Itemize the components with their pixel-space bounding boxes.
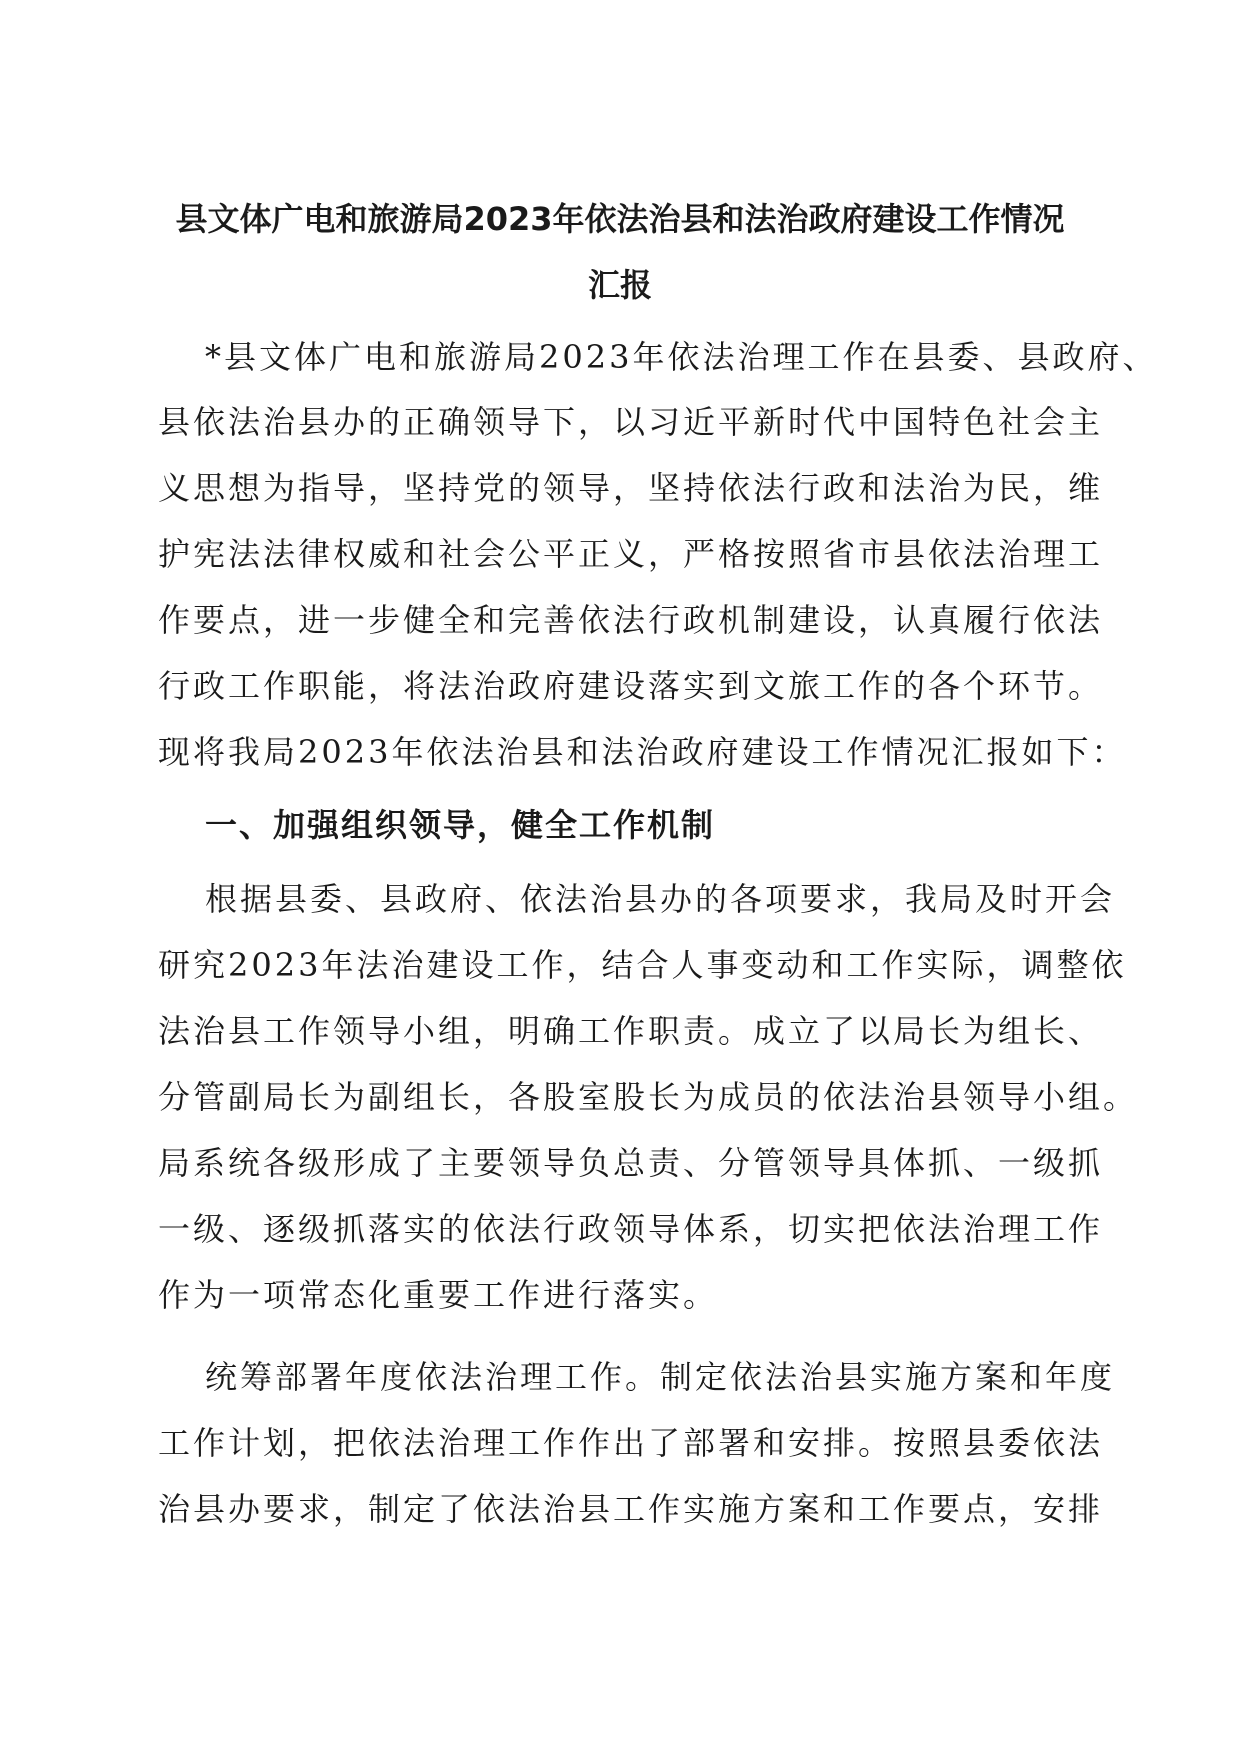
section-1-para-1-line: 作为一项常态化重要工作进行落实。 xyxy=(158,1276,719,1314)
section-1-para-1-line: 法治县工作领导小组，明确工作职责。成立了以局长为组长、 xyxy=(158,1012,1104,1050)
document-title-line-1: 县文体广电和旅游局2023年依法治县和法治政府建设工作情况 xyxy=(175,200,1065,238)
intro-line: 义思想为指导，坚持党的领导，坚持依法行政和法治为民，维 xyxy=(158,469,1104,507)
intro-line: 现将我局2023年依法治县和法治政府建设工作情况汇报如下： xyxy=(158,733,1127,771)
intro-line: 行政工作职能，将法治政府建设落实到文旅工作的各个环节。 xyxy=(158,667,1104,705)
section-1-para-2-line: 工作计划，把依法治理工作作出了部署和安排。按照县委依法 xyxy=(158,1424,1104,1462)
section-1-para-1-line: 研究2023年法治建设工作，结合人事变动和工作实际，调整依 xyxy=(158,946,1127,984)
intro-line: 作要点，进一步健全和完善依法行政机制建设，认真履行依法 xyxy=(158,601,1104,639)
section-1-para-1-line: 根据县委、县政府、依法治县办的各项要求，我局及时开会 xyxy=(205,880,1116,918)
section-1-para-1-line: 分管副局长为副组长，各股室股长为成员的依法治县领导小组。 xyxy=(158,1078,1139,1116)
document-title-line-2: 汇报 xyxy=(587,266,652,304)
section-1-heading: 一、加强组织领导，健全工作机制 xyxy=(205,806,716,844)
section-1-para-2-line: 统筹部署年度依法治理工作。制定依法治县实施方案和年度 xyxy=(205,1358,1116,1396)
intro-line: 护宪法法律权威和社会公平正义，严格按照省市县依法治理工 xyxy=(158,535,1104,573)
intro-line: *县文体广电和旅游局2023年依法治理工作在县委、县政府、 xyxy=(205,338,1158,376)
section-1-para-1-line: 一级、逐级抓落实的依法行政领导体系，切实把依法治理工作 xyxy=(158,1210,1104,1248)
section-1-para-2-line: 治县办要求，制定了依法治县工作实施方案和工作要点，安排 xyxy=(158,1490,1104,1528)
section-1-para-1-line: 局系统各级形成了主要领导负总责、分管领导具体抓、一级抓 xyxy=(158,1144,1104,1182)
intro-line: 县依法治县办的正确领导下，以习近平新时代中国特色社会主 xyxy=(158,403,1104,441)
